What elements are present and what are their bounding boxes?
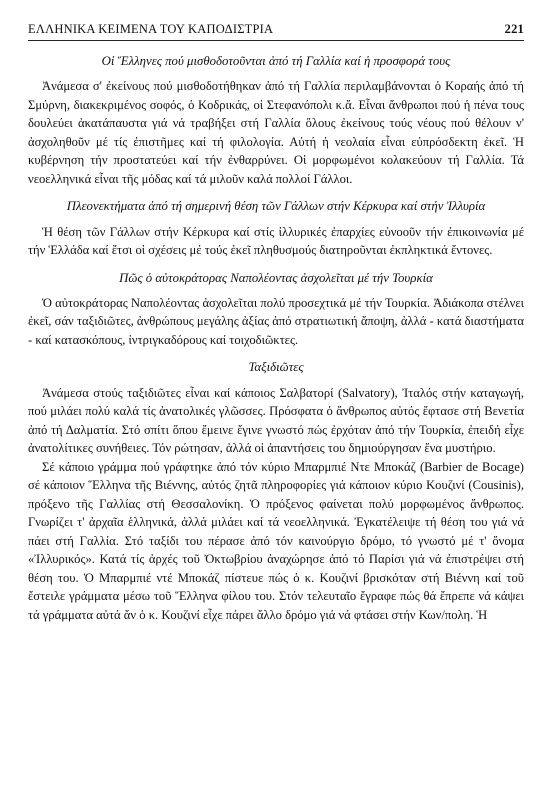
- paragraph-napoleon-turkey: Ὁ αὐτοκράτορας Ναπολέοντας ἀσχολεῖται πολύ προσεχτικά μέ τήν Τουρκία. Ἀδιάκοπα στέλνει ἐκεῖ, σάν ταξιδιῶτες, ἀνθρώπους μεγάλης ἀξίας ἀπό στρατιωτική ἄποψη, ἀλλά - κατά διαστήματα - καί κατασκόπους, ἰντριγκαδόρους καί τοιχοδιῶκτες.: [28, 295, 524, 347]
- paragraph-greeks-paid-by-france: Ἀνάμεσα σ' ἐκείνους πού μισθοδοτήθηκαν ἀπό τή Γαλλία περιλαμβάνονται ὁ Κοραής ἀπό τή Σμύρνη, διακεκριμένος σοφός, ὁ Κοδρικάς, οἱ Στεφανόπολι κ.ἄ. Εἶναι ἄνθρωποι πού ἡ πένα τους δουλεύει ἀκατάπαυστα γιά νά τραβήξει στή Γαλλία ὅλους ἐκείνους τούς νέους πού θέλουν ν' ἀσχοληθοῦν μέ τίς ἐπιστῆμες καί τή φιλολογία. Αὐτή ἡ νεολαία εἶναι εὐπρόσδεκτη ἐκεῖ. Ἡ κυβέρνηση τήν προστατεύει καί τήν ἐνθαρρύνει. Οἱ μορφωμένοι κολακεύουν τή Γαλλία. Τά νεοελληνικά εἶναι τῆς μόδας καί τά μιλοῦν καλά πολλοί Γάλλοι.: [28, 79, 524, 186]
- section-heading-french-in-corfu: Πλεονεκτήματα ἀπό τή σημερινή θέση τῶν Γάλλων στήν Κέρκυρα καί στήν Ἰλλυρία: [66, 199, 486, 214]
- running-title: ΕΛΛΗΝΙΚΑ ΚΕΙΜΕΝΑ ΤΟΥ ΚΑΠΟΔΙΣΤΡΙΑ: [28, 22, 274, 36]
- page-number: 221: [504, 22, 524, 36]
- paragraph-travellers-salvatory: Ἀνάμεσα στούς ταξιδιῶτες εἶναι καί κάποιος Σαλβατορί (Salvatory), Ἰταλός στήν καταγωγή, πού μιλάει πολύ καλά τίς ἀνατολικές γλῶσσες. Πρόσφατα ὁ ἄνθρωπος αὐτός ἔφτασε στή Βενετία ἀπό τή Δαλματία. Στό σπίτι ὅπου ἔμεινε ἔγινε γνωστό πώς ἐρχόταν ἀπό τήν Τουρκία, ἐπειδή εἶχε ἀνατολίτικες συνήθειες. Τόν ρώτησαν, ἀλλά οἱ ἀπαντήσεις του δημιούργησαν ἕνα μυστήριο.: [28, 385, 524, 456]
- running-header: [28, 22, 524, 41]
- section-heading-travellers: Ταξιδιῶτες: [248, 360, 304, 375]
- paragraph-french-in-corfu: Ἡ θέση τῶν Γάλλων στήν Κέρκυρα καί στίς ἰλλυρικές ἐπαρχίες εὐνοοῦν τήν ἐπικοινωνία μέ τήν Ἑλλάδα καί ἔτσι οἱ σχέσεις μέ τούς ἐκεῖ πληθυσμούς διατηροῦνται ἐκπληκτικά ἔντονες.: [28, 224, 524, 258]
- section-heading-napoleon-turkey: Πῶς ὁ αὐτοκράτορας Ναπολέοντας ἀσχολεῖται μέ τήν Τουρκία: [119, 270, 433, 285]
- section-heading-greeks-paid-by-france: Οἱ Ἕλληνες πού μισθοδοτοῦνται ἀπό τή Γαλλία καί ἡ προσφορά τους: [101, 54, 451, 68]
- paragraph-travellers-cousinis: Σέ κάποιο γράμμα πού γράφτηκε ἀπό τόν κύριο Μπαρμπιέ Ντε Μποκάζ (Barbier de Bocage) σέ κάποιον Ἕλληνα τῆς Βιέννης, αὐτός ζητᾶ πληροφορίες γιά κάποιον κύριο Κουζινί (Cousinis), πρόξενο τῆς Γαλλίας στή Θεσσαλονίκη. Ὁ πρόξενος φαίνεται πολύ μορφωμένος ἄνθρωπος. Γνωρίζει τ' ἀρχαῖα ἑλληνικά, ἀλλά μιλάει καί τά νεοελληνικά. Ἐγκατέλειψε τή θέση του γιά νά πάει στή Γαλλία. Στό ταξίδι του πέρασε ἀπό τόν καινούργιο δρόμο, τό γνωστό μέ τ' ὄνομα «Ἰλλυρικός». Κατά τίς ἀρχές τοῦ Ὀκτωβρίου ἀναχώρησε ἀπό τό Παρίσι γιά νά ἐπιστρέψει στή θέση του. Ὁ Μπαρμπιέ ντέ Μποκάζ πίστευε πώς ὁ κ. Κουζινί βρισκόταν στή Βιέννη καί τοῦ ἔστειλε γράμματα μέσω τοῦ Ἕλληνα φίλου του. Στόν τελευταῖο ἔγραφε πώς θά ἔπρεπε νά κάψει τά γράμματα αὐτά ἄν ὁ κ. Κουζινί εἶχε πάρει ἄλλο δρόμο γιά νά φτάσει στήν Κων/πολη. Ἡ: [28, 459, 524, 622]
